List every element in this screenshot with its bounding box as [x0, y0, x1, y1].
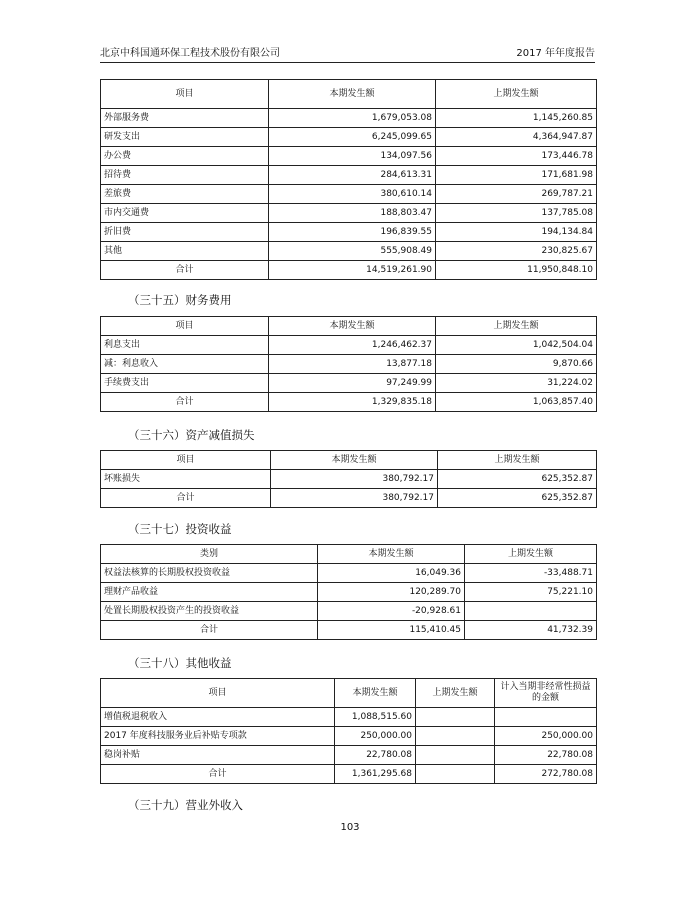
table-row	[101, 204, 597, 223]
row-label: 增值税退税收入	[101, 708, 335, 727]
total-row	[101, 261, 597, 280]
other-income-table	[100, 678, 597, 784]
section-heading-36: （三十六）资产减值损失	[128, 428, 255, 442]
col-header-previous: 上期发生额	[465, 545, 597, 564]
col-header-previous: 上期发生额	[436, 317, 597, 336]
row-label: 稳岗补贴	[101, 746, 335, 765]
row-label: 2017 年度科技服务业后补贴专项款	[101, 727, 335, 746]
previous-value: 171,681.98	[436, 166, 597, 185]
current-value: 284,613.31	[269, 166, 436, 185]
current-value: 250,000.00	[335, 727, 416, 746]
total-previous: 625,352.87	[438, 489, 597, 508]
table-row	[101, 355, 597, 374]
row-label: 理财产品收益	[101, 583, 318, 602]
nonrecurring-value: 250,000.00	[495, 727, 597, 746]
report-title: 2017 年年度报告	[516, 48, 595, 59]
previous-value	[465, 602, 597, 621]
col-header-current: 本期发生额	[271, 451, 438, 470]
investment-income-table	[100, 544, 597, 640]
current-value: 97,249.99	[269, 374, 436, 393]
current-value: 13,877.18	[269, 355, 436, 374]
admin-expense-table	[100, 79, 597, 280]
col-header-previous: 上期发生额	[436, 80, 597, 109]
total-nonrecurring: 272,780.08	[495, 765, 597, 784]
row-label: 折旧费	[101, 223, 269, 242]
total-label: 合计	[101, 765, 335, 784]
current-value: 1,679,053.08	[269, 109, 436, 128]
section-heading-38: （三十八）其他收益	[128, 656, 232, 670]
table-row	[101, 336, 597, 355]
table-row	[101, 746, 597, 765]
total-row	[101, 621, 597, 640]
col-header-item: 项目	[101, 679, 335, 708]
previous-value: 625,352.87	[438, 470, 597, 489]
current-value: 196,839.55	[269, 223, 436, 242]
total-previous: 41,732.39	[465, 621, 597, 640]
previous-value	[416, 727, 495, 746]
table-row	[101, 223, 597, 242]
previous-value: 269,787.21	[436, 185, 597, 204]
previous-value: 75,221.10	[465, 583, 597, 602]
table-row	[101, 708, 597, 727]
previous-value: -33,488.71	[465, 564, 597, 583]
previous-value: 194,134.84	[436, 223, 597, 242]
row-label: 研发支出	[101, 128, 269, 147]
finance-expense-table	[100, 316, 597, 412]
section-heading-35: （三十五）财务费用	[128, 293, 232, 307]
previous-value: 137,785.08	[436, 204, 597, 223]
current-value: 380,610.14	[269, 185, 436, 204]
row-label: 权益法核算的长期股权投资收益	[101, 564, 318, 583]
total-current: 115,410.45	[318, 621, 465, 640]
col-header-previous: 上期发生额	[416, 679, 495, 708]
row-label: 市内交通费	[101, 204, 269, 223]
previous-value: 230,825.67	[436, 242, 597, 261]
col-header-item: 项目	[101, 317, 269, 336]
current-value: 6,245,099.65	[269, 128, 436, 147]
previous-value: 173,446.78	[436, 147, 597, 166]
col-header-current: 本期发生额	[269, 80, 436, 109]
col-header-item: 项目	[101, 451, 271, 470]
previous-value: 4,364,947.87	[436, 128, 597, 147]
row-label: 其他	[101, 242, 269, 261]
row-label: 坏账损失	[101, 470, 271, 489]
table-row	[101, 583, 597, 602]
page-header	[100, 44, 595, 60]
col-header-nonrecurring: 计入当期非经常性损益的金额	[495, 679, 597, 708]
table-row	[101, 147, 597, 166]
table-header-row	[101, 317, 597, 336]
row-label: 处置长期股权投资产生的投资收益	[101, 602, 318, 621]
previous-value: 9,870.66	[436, 355, 597, 374]
total-row	[101, 765, 597, 784]
company-name: 北京中科国通环保工程技术股份有限公司	[100, 48, 280, 59]
row-label: 减：利息收入	[101, 355, 269, 374]
current-value: 120,289.70	[318, 583, 465, 602]
total-previous	[416, 765, 495, 784]
total-row	[101, 393, 597, 412]
current-value: 1,088,515.60	[335, 708, 416, 727]
section-heading-39: （三十九）营业外收入	[128, 798, 243, 812]
total-label: 合计	[101, 261, 269, 280]
table-row	[101, 602, 597, 621]
total-previous: 11,950,848.10	[436, 261, 597, 280]
table-header-row	[101, 679, 597, 708]
impairment-loss-table	[100, 450, 597, 508]
header-rule	[100, 62, 595, 63]
previous-value	[416, 708, 495, 727]
col-header-current: 本期发生额	[269, 317, 436, 336]
total-current: 1,329,835.18	[269, 393, 436, 412]
total-current: 380,792.17	[271, 489, 438, 508]
table-header-row	[101, 451, 597, 470]
total-row	[101, 489, 597, 508]
row-label: 外部服务费	[101, 109, 269, 128]
row-label: 差旅费	[101, 185, 269, 204]
nonrecurring-value: 22,780.08	[495, 746, 597, 765]
current-value: 380,792.17	[271, 470, 438, 489]
current-value: 1,246,462.37	[269, 336, 436, 355]
total-label: 合计	[101, 489, 271, 508]
previous-value: 31,224.02	[436, 374, 597, 393]
row-label: 办公费	[101, 147, 269, 166]
total-current: 1,361,295.68	[335, 765, 416, 784]
current-value: 134,097.56	[269, 147, 436, 166]
table-row	[101, 374, 597, 393]
nonrecurring-value	[495, 708, 597, 727]
col-header-item: 项目	[101, 80, 269, 109]
total-label: 合计	[101, 621, 318, 640]
previous-value: 1,042,504.04	[436, 336, 597, 355]
row-label: 手续费支出	[101, 374, 269, 393]
total-current: 14,519,261.90	[269, 261, 436, 280]
section-heading-37: （三十七）投资收益	[128, 522, 232, 536]
table-header-row	[101, 80, 597, 109]
total-label: 合计	[101, 393, 269, 412]
col-header-current: 本期发生额	[335, 679, 416, 708]
table-row	[101, 564, 597, 583]
table-row	[101, 166, 597, 185]
current-value: 555,908.49	[269, 242, 436, 261]
col-header-previous: 上期发生额	[438, 451, 597, 470]
total-previous: 1,063,857.40	[436, 393, 597, 412]
table-row	[101, 242, 597, 261]
previous-value	[416, 746, 495, 765]
col-header-current: 本期发生额	[318, 545, 465, 564]
table-row	[101, 109, 597, 128]
row-label: 招待费	[101, 166, 269, 185]
table-header-row	[101, 545, 597, 564]
table-row	[101, 470, 597, 489]
row-label: 利息支出	[101, 336, 269, 355]
current-value: 16,049.36	[318, 564, 465, 583]
table-row	[101, 185, 597, 204]
current-value: 188,803.47	[269, 204, 436, 223]
table-row	[101, 727, 597, 746]
current-value: 22,780.08	[335, 746, 416, 765]
table-row	[101, 128, 597, 147]
current-value: -20,928.61	[318, 602, 465, 621]
col-header-category: 类别	[101, 545, 318, 564]
page-number: 103	[340, 822, 360, 833]
previous-value: 1,145,260.85	[436, 109, 597, 128]
